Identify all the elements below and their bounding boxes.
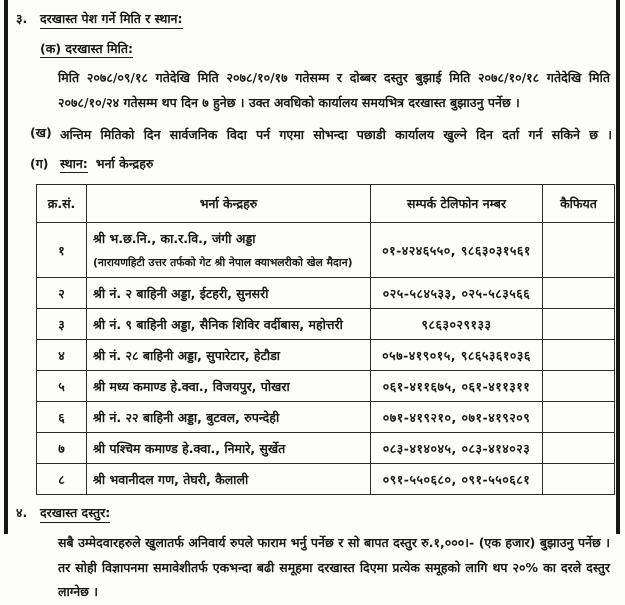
item-ka-title: (क) दरखास्त मिति: (40, 41, 134, 56)
cell-center-name (87, 371, 371, 402)
center-name-text: श्री भवानीदल गण, तेघरी, कैलाली (93, 471, 249, 487)
section-4-title: दरखास्त दस्तुर: (40, 504, 110, 523)
center-name-text: श्री नं. २२ बाहिनी अड्डा, बुटवल, रुपन्देही (93, 409, 280, 425)
cell-serial-number: ७ (37, 433, 87, 464)
cell-serial-number: ३ (37, 309, 87, 340)
center-name-note: (नारायणहिटी उत्तर तर्फको गेट श्री नेपाल क्याभलरीको खेल मैदान) (93, 255, 353, 269)
cell-phone-number: ०१-४२४६५५०, ९८६३०३१५६१ (371, 223, 543, 278)
table-row (37, 464, 615, 495)
table-body (37, 223, 615, 495)
cell-phone-number: ०७१-४१९२१०, ०७१-४१९२०९ (371, 402, 543, 433)
item-ga-title: स्थान: (60, 156, 88, 171)
table-row (37, 340, 615, 371)
cell-serial-number: ५ (37, 371, 87, 402)
item-kha (16, 124, 612, 146)
section-4-number: ४. (16, 505, 28, 520)
section-3-number: ३. (16, 11, 28, 26)
section-4-heading (16, 504, 612, 523)
cell-phone-number: ०५७-४१९०१५, ९८६५३६१०३६ (371, 340, 543, 371)
cell-center-name (87, 223, 371, 278)
cell-remarks (543, 223, 615, 278)
recruitment-centers-table (36, 184, 615, 495)
cell-center-name (87, 464, 371, 495)
cell-serial-number: ६ (37, 402, 87, 433)
table-row (37, 371, 615, 402)
table-header-row (37, 185, 615, 223)
center-name-text: श्री भ.छ.नि., का.र.वि., जंगी अड्डा (93, 230, 256, 246)
cell-remarks (543, 309, 615, 340)
document-content (16, 6, 612, 605)
table-row (37, 433, 615, 464)
header-remarks: कैफियत (543, 185, 615, 223)
cell-phone-number: ०६१-४११६७५, ०६१-४११३११ (371, 371, 543, 402)
center-name-text: श्री नं. ९ बाहिनी अड्डा, सैनिक शिविर वर्दीबास, महोत्तरी (93, 316, 343, 332)
cell-serial-number: २ (37, 278, 87, 309)
cell-phone-number: ९८६३०२९१३३ (371, 309, 543, 340)
section-3-title: दरखास्त पेश गर्ने मिति र स्थान: (40, 10, 183, 29)
table-row (37, 402, 615, 433)
item-ka-paragraph: मिति २०७८/०९/१८ गतेदेखि मिति २०७८/१०/१७ गतेसम्म र दोब्बर दस्तुर बुझाई मिति २०७८/१०/१८ गतेदेखि मिति २०७८/१०/२४ गतेसम्म थप दिन ७ हुनेछ । उक्त अवधिको कार्यालय समयभित्र दरखास्त बुझाउनु पर्नेछ । (58, 70, 610, 110)
cell-remarks (543, 278, 615, 309)
cell-serial-number: ४ (37, 340, 87, 371)
cell-remarks (543, 371, 615, 402)
table-row (37, 223, 615, 278)
cell-center-name (87, 402, 371, 433)
cell-center-name (87, 340, 371, 371)
item-ga-text: भर्ना केन्द्रहरु (95, 156, 154, 171)
center-name-text: श्री मध्य कमाण्ड हे.क्वा., विजयपुर, पोखरा (93, 378, 290, 394)
item-ka-heading (40, 40, 612, 57)
item-kha-text: अन्तिम मितिको दिन सार्वजनिक विदा पर्न गएमा सोभन्दा पछाडी कार्यालय खुल्ने दिन दर्ता गर्न सकिने छ । (60, 127, 612, 142)
item-ga-label: (ग) (30, 156, 49, 171)
cell-phone-number: ०२५-५८४५३३, ०२५-५८३५६६ (371, 278, 543, 309)
cell-serial-number: १ (37, 223, 87, 278)
cell-phone-number: ०८३-४१४०४५, ०८३-४१४०२३ (371, 433, 543, 464)
cell-center-name (87, 278, 371, 309)
item-ga (16, 155, 612, 172)
cell-serial-number: ८ (37, 464, 87, 495)
item-kha-label: (ख) (30, 125, 52, 140)
section-4-paragraph: सबै उम्मेदवारहरुले खुलातर्फ अनिवार्य रुपले फाराम भर्नु पर्नेछ र सो बापत दस्तुर रु.१,०००।- (एक हजार) बुझाउनु पर्नेछ । तर सोही विज्ञापनमा समावेशीतर्फ एकभन्दा बढी समूहमा दरखास्त दिएमा प्रत्येक समूहको लागि थप २०% का दरले दस्तुर लाग्नेछ । (58, 535, 610, 599)
table-row (37, 278, 615, 309)
cell-phone-number: ०९१-५५०६८०, ०९१-५५०६८१ (371, 464, 543, 495)
cell-remarks (543, 464, 615, 495)
cell-remarks (543, 402, 615, 433)
page-border-right (616, 0, 620, 534)
cell-center-name (87, 309, 371, 340)
cell-remarks (543, 340, 615, 371)
cell-center-name (87, 433, 371, 464)
center-name-text: श्री पश्चिम कमाण्ड हे.क्वा., निमारे, सुर्खेत (93, 440, 286, 456)
header-center: भर्ना केन्द्रहरु (87, 185, 371, 223)
page-border-left (4, 0, 8, 534)
center-name-text: श्री नं. २ बाहिनी अड्डा, ईटहरी, सुनसरी (93, 285, 269, 301)
section-3-heading (16, 10, 612, 29)
center-name-text: श्री नं. २८ बाहिनी अड्डा, सुपारेटार, हेटौडा (93, 347, 281, 363)
cell-remarks (543, 433, 615, 464)
header-serial-number: क्र.सं. (37, 185, 87, 223)
header-phone: सम्पर्क टेलिफोन नम्बर (371, 185, 543, 223)
table-row (37, 309, 615, 340)
